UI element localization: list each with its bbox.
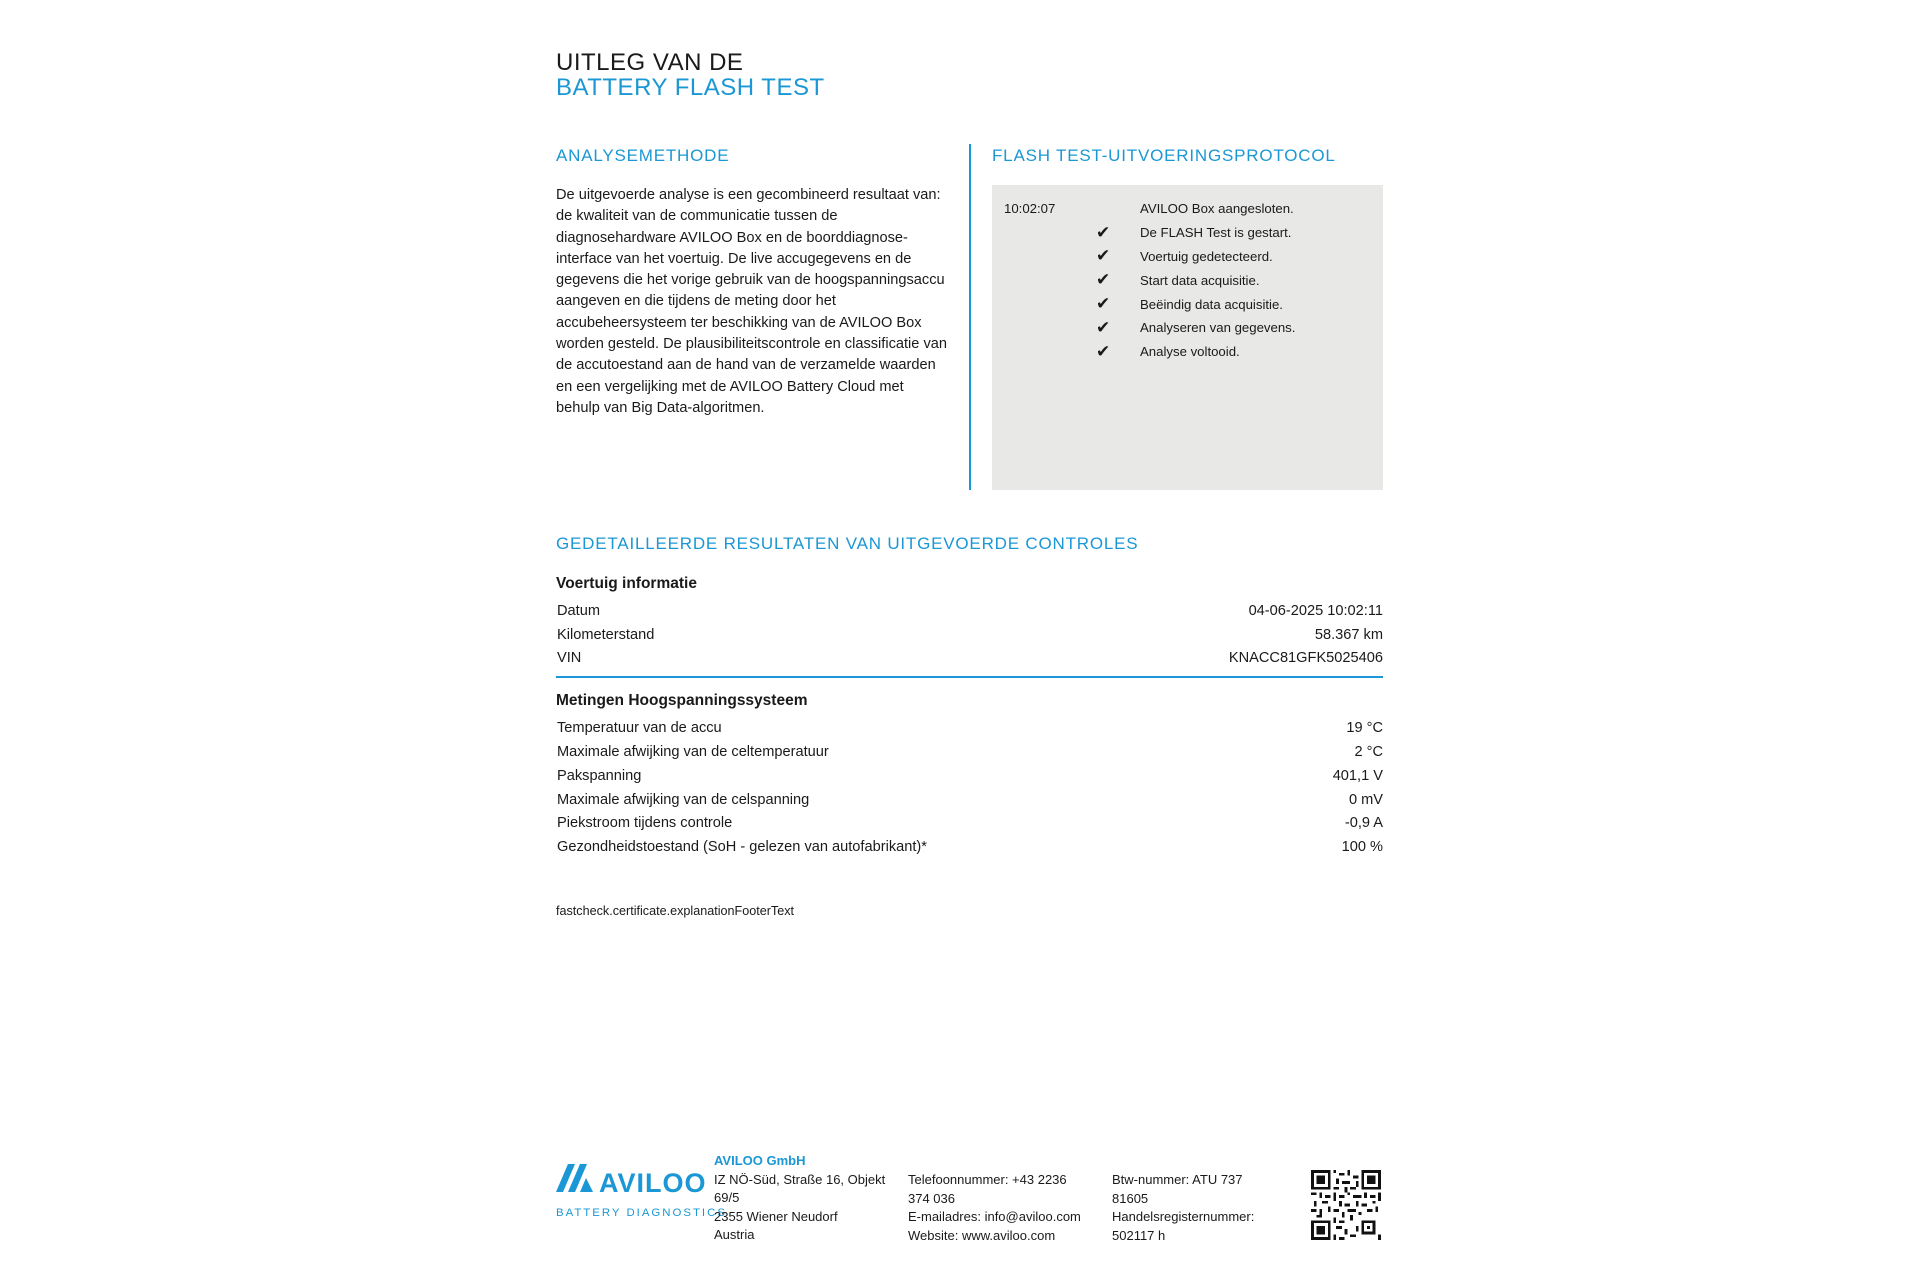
table-row	[556, 835, 1383, 859]
table-row	[556, 716, 1383, 740]
logo-subtitle: BATTERY DIAGNOSTICS	[556, 1207, 727, 1219]
row-label: Kilometerstand	[557, 626, 655, 643]
log-time: 10:02:07	[1004, 201, 1056, 217]
table-row	[556, 812, 1383, 836]
checkmark-icon: ✔	[1096, 341, 1111, 361]
table-row	[556, 788, 1383, 812]
log-entry	[1004, 292, 1371, 316]
company-name: AVILOO GmbH	[714, 1153, 806, 1168]
results-heading: GEDETAILLEERDE RESULTATEN VAN UITGEVOERDE CONTROLES	[556, 534, 1139, 553]
address-line: 69/5	[714, 1190, 740, 1206]
log-message: Analyse voltooid.	[1140, 344, 1240, 360]
analysis-section	[556, 146, 948, 419]
page-title	[556, 50, 825, 100]
log-message: AVILOO Box aangesloten.	[1140, 201, 1294, 217]
legal-info	[1112, 1171, 1254, 1245]
table-row	[556, 647, 1383, 671]
row-label: Datum	[557, 602, 600, 619]
company-address	[714, 1152, 885, 1245]
legal-line: Handelsregisternummer:	[1112, 1209, 1255, 1225]
row-value: 401,1 V	[1332, 767, 1383, 784]
row-label: Maximale afwijking van de celspanning	[557, 791, 810, 808]
contact-line: Telefoonnummer: +43 2236	[908, 1172, 1067, 1187]
row-value: 04-06-2025 10:02:11	[1248, 602, 1383, 619]
page-footer	[556, 1152, 1383, 1252]
analysis-body: De uitgevoerde analyse is een gecombineerd resultaat van: de kwaliteit van de communicatie tussen de diagnosehardware AVILOO Box en de boorddiagnose-interface van het voertuig. De live accugegevens en de gegevens die het vorige gebruik van de hoogspanningsaccu aangeven en die tijdens de meting door het accubeheersysteem ter beschikking van de AVILOO Box worden gesteld. De plausibiliteitscontrole en classificatie van de accutoestand aan de hand van de verzamelde waarden en een vergelijking met de AVILOO Battery Cloud met behulp van Big Data-algoritmen.	[556, 187, 947, 416]
row-label: Pakspanning	[557, 767, 642, 784]
log-entry	[1004, 316, 1371, 340]
legal-line: Btw-nummer: ATU 737	[1112, 1172, 1243, 1187]
log-message: De FLASH Test is gestart.	[1140, 225, 1292, 241]
row-value: 58.367 km	[1314, 626, 1383, 643]
log-entry	[1004, 340, 1371, 364]
contact-info	[908, 1171, 1081, 1245]
protocol-section	[992, 146, 1383, 490]
legal-line: 502117 h	[1112, 1227, 1166, 1243]
checkmark-icon: ✔	[1096, 270, 1111, 290]
row-label: Gezondheidstoestand (SoH - gelezen van autofabrikant)*	[557, 839, 927, 856]
row-value: -0,9 A	[1344, 815, 1383, 832]
legal-line: 81605	[1112, 1190, 1149, 1206]
row-value: 19 °C	[1346, 720, 1383, 737]
table-row	[556, 764, 1383, 788]
certificate-page	[556, 0, 1383, 1280]
table-row	[556, 623, 1383, 647]
row-label: VIN	[557, 650, 582, 667]
results-section	[556, 534, 1383, 859]
row-value: KNACC81GFK5025406	[1228, 650, 1383, 667]
log-entry	[1004, 221, 1371, 245]
checkmark-icon: ✔	[1096, 294, 1111, 314]
checkmark-icon: ✔	[1096, 222, 1111, 242]
row-value: 100 %	[1341, 839, 1383, 856]
contact-line: E-mailadres: info@aviloo.com	[908, 1209, 1081, 1225]
row-value: 2 °C	[1354, 744, 1383, 761]
title-line-1: UITLEG VAN DE	[556, 49, 744, 76]
checkmark-icon: ✔	[1096, 246, 1111, 266]
log-entry	[1004, 245, 1371, 269]
address-line: Austria	[714, 1227, 755, 1243]
log-entry	[1004, 197, 1371, 221]
row-label: Maximale afwijking van de celtemperatuur	[557, 744, 829, 761]
log-message: Beëindig data acquisitie.	[1140, 296, 1283, 312]
title-line-2: BATTERY FLASH TEST	[556, 74, 825, 101]
contact-line: Website: www.aviloo.com	[908, 1227, 1056, 1243]
address-line: IZ NÖ-Süd, Straße 16, Objekt	[714, 1171, 886, 1187]
vehicle-info-heading: Voertuig informatie	[556, 575, 697, 592]
qr-code-icon	[1311, 1170, 1381, 1240]
protocol-heading: FLASH TEST-UITVOERINGSPROTOCOL	[992, 146, 1336, 165]
log-entry	[1004, 268, 1371, 292]
checkmark-icon: ✔	[1096, 317, 1111, 337]
contact-line: 374 036	[908, 1190, 955, 1206]
protocol-log	[992, 185, 1383, 490]
logo-wordmark: AVILOO	[599, 1168, 707, 1198]
table-row	[556, 740, 1383, 764]
column-divider	[969, 144, 971, 490]
analysis-heading: ANALYSEMETHODE	[556, 146, 730, 165]
row-label: Piekstroom tijdens controle	[557, 815, 733, 832]
log-message: Voertuig gedetecteerd.	[1140, 248, 1273, 264]
log-message: Start data acquisitie.	[1140, 272, 1260, 288]
log-message: Analyseren van gegevens.	[1140, 320, 1296, 336]
address-line: 2355 Wiener Neudorf	[714, 1208, 838, 1224]
table-row	[556, 599, 1383, 623]
measurements-heading: Metingen Hoogspanningssysteem	[556, 692, 808, 710]
row-value: 0 mV	[1348, 791, 1383, 808]
row-label: Temperatuur van de accu	[557, 720, 722, 737]
group-divider	[556, 676, 1383, 678]
footer-note: fastcheck.certificate.explanationFooterText	[556, 904, 795, 918]
